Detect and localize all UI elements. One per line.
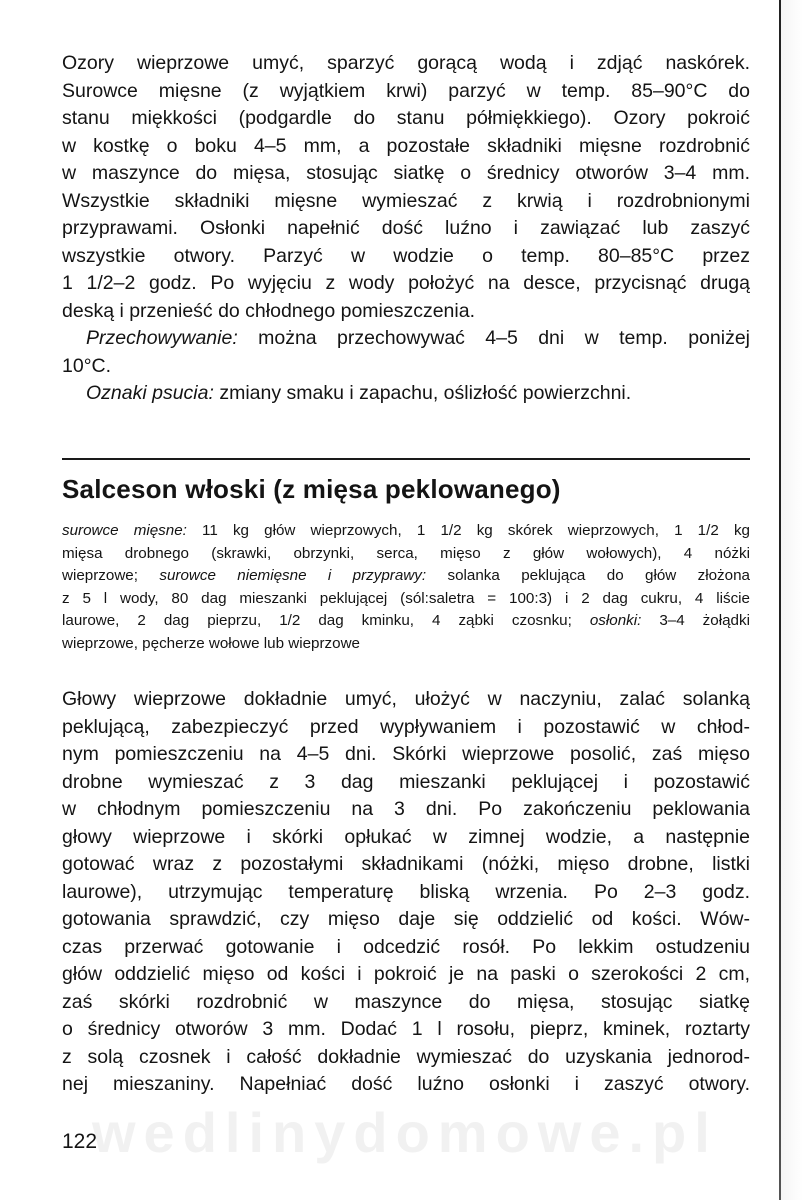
text-line: laurowe), utrzymując temperaturę bliską wrzenia. Po 2–3 godz. [62,880,750,903]
text-line: nej mieszaniny. Napełniać dość luźno osłonki i zaszyć otwory. [62,1073,750,1095]
page-edge-shadow [781,0,803,1200]
ingredients-line [62,565,750,588]
spoilage-text: zmiany smaku i zapachu, oślizłość powierzchni. [219,382,632,404]
text-line: czas przerwać gotowanie i odcedzić rosół. Po lekkim ostudzeniu [62,935,750,958]
ingredients-label: osłonki: [589,612,642,630]
text-line: w kostkę o boku 4–5 mm, a pozostałe składniki mięsne rozdrobnić [62,134,750,157]
ingredients-label: surowce mięsne: [62,522,187,539]
storage-line [62,325,750,353]
text-line: głowy wieprzowe i skórki opłukać w zimnej wodzie, a następnie [62,825,750,848]
text-line: w chłodnym pomieszczeniu na 3 dni. Po zakończeniu peklowania [62,798,750,820]
text-line: gotowania sprawdzić, czy mięso daje się oddzielić od kości. Wów- [62,908,750,930]
text-line: drobne wymieszać z 3 dag mieszanki peklującej i pozostawić [62,770,750,793]
ingredients-text: solanka peklująca do głów złożona [447,567,750,585]
watermark: wedlinydomowe.pl [92,1101,718,1164]
ingredients-line [62,520,750,543]
text-line: nym pomieszczeniu na 4–5 dni. Skórki wieprzowe posolić, zaś mięso [62,743,750,765]
text-line: peklującą, zabezpieczyć przed wypływaniem i pozostawić w chłod- [62,715,750,738]
ingredients-line [62,610,750,633]
spoilage-line [62,380,750,408]
ingredients-text: laurowe, 2 dag pieprzu, 1/2 dag kminku, 4 ząbki czosnku; [62,612,572,630]
ingredients-text: 11 kg głów wieprzowych, 1 1/2 kg skórek wieprzowych, 1 1/2 kg [202,522,750,539]
storage-label: Przechowywanie: [86,327,238,349]
text-line: Surowce mięsne (z wyjątkiem krwi) parzyć w temp. 85–90°C do [62,79,750,102]
text-line: wszystkie otwory. Parzyć w wodzie o temp. 80–85°C przez [62,244,750,267]
ingredients-line: wieprzowe, pęcherze wołowe lub wieprzowe [62,634,360,652]
text-line: Wszystkie składniki mięsne wymieszać z krwią i rozdrobnionymi [62,189,750,212]
storage-line-2: 10°C. [62,354,111,377]
top-section [62,50,750,408]
page-edge-line [779,0,781,1200]
ingredients-line: mięsa drobnego (skrawki, obrzynki, serca, mięso z głów wołowych), 4 nóżki [62,544,750,562]
ingredients-text: wieprzowe; [62,567,138,585]
text-line: głów oddzielić mięso od kości i pokroić je na paski o szerokości 2 cm, [62,963,750,985]
ingredients-text: 3–4 żołądki [659,612,750,630]
page-number: 122 [62,1130,98,1153]
ingredients-line: z 5 l wody, 80 dag mieszanki peklującej (sól:saletra = 100:3) i 2 dag cukru, 4 liście [62,589,750,607]
spoilage-label: Oznaki psucia: [86,382,214,404]
ingredients-label: surowce niemięsne i przyprawy: [159,567,427,585]
recipe-title: Salceson włoski (z mięsa peklowanego) [62,474,561,504]
text-line: z solą czosnek i całość dokładnie wymieszać do uzyskania jednorod- [62,1045,750,1068]
text-line: deską i przenieść do chłodnego pomieszczenia. [62,299,475,322]
method-section [62,686,750,1099]
text-line: w maszynce do mięsa, stosując siatkę o średnicy otworów 3–4 mm. [62,162,750,184]
text-line: Głowy wieprzowe dokładnie umyć, ułożyć w naczyniu, zalać solanką [62,688,750,710]
section-divider [62,458,750,460]
text-line: o średnicy otworów 3 mm. Dodać 1 l rosołu, pieprz, kminek, roztarty [62,1018,750,1040]
text-line: stanu miękkości (podgardle do stanu półmiękkiego). Ozory pokroić [62,107,750,129]
text-line: zaś skórki rozdrobnić w maszynce do mięsa, stosując siatkę [62,990,750,1013]
ingredients-block [62,520,750,656]
text-line: Ozory wieprzowe umyć, sparzyć gorącą wodą i zdjąć naskórek. [62,52,750,74]
storage-text: można przechowywać 4–5 dni w temp. poniżej [258,327,751,349]
text-line: przyprawami. Osłonki napełnić dość luźno i zawiązać lub zaszyć [62,217,750,239]
text-line: 1 1/2–2 godz. Po wyjęciu z wody położyć na desce, przycisnąć drugą [62,272,750,294]
text-line: gotować wraz z pozostałymi składnikami (nóżki, mięso drobne, listki [62,853,750,875]
